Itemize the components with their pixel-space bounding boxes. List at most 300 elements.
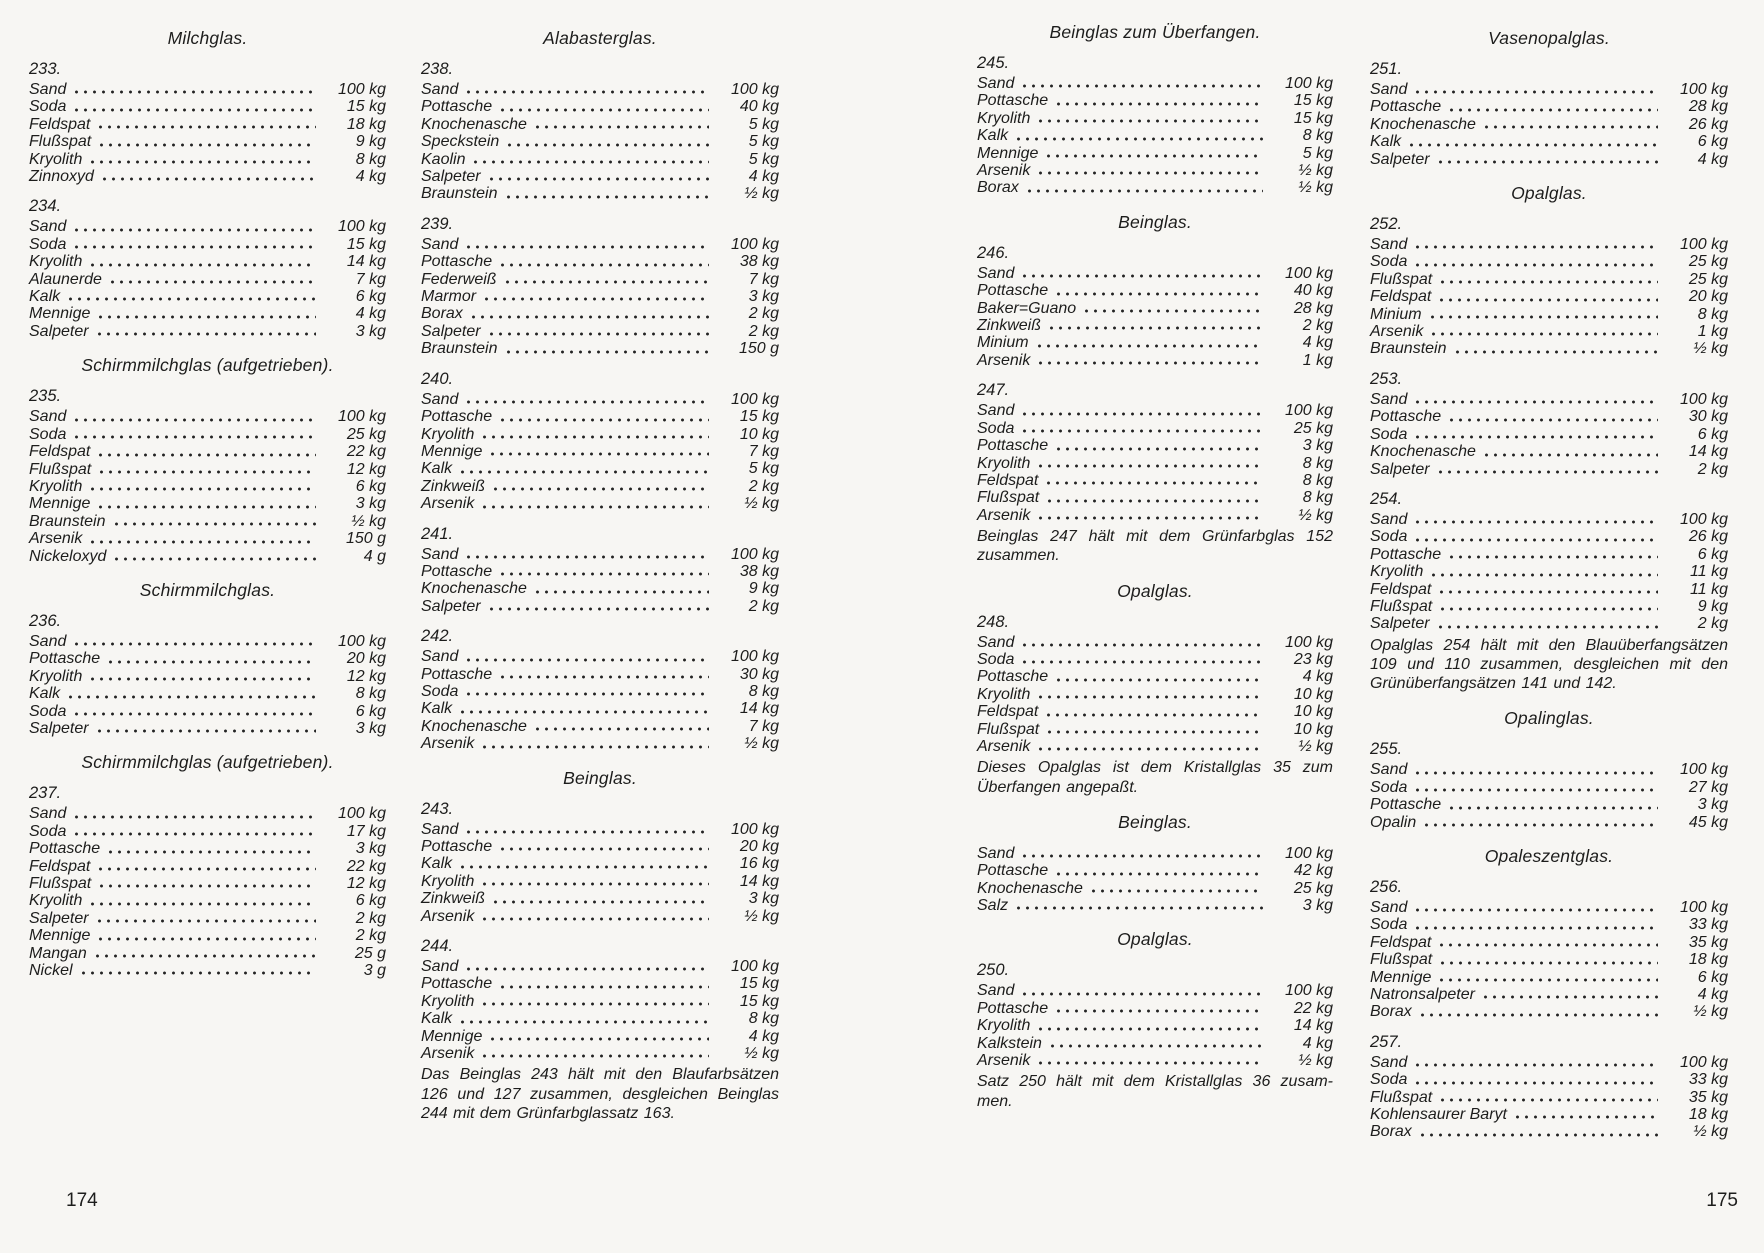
ingredient-quantity: ½ kg	[1298, 737, 1333, 755]
ingredient-quantity: 2 kg	[748, 322, 779, 340]
dot-leader	[1416, 435, 1658, 440]
ingredient-quantity: 14 kg	[739, 872, 779, 890]
recipe-number: 237.	[29, 784, 62, 803]
ingredient-name: Zinnoxyd	[29, 168, 94, 186]
ingredient-name: Sand	[977, 75, 1015, 92]
ingredient-name: Sand	[1370, 390, 1408, 408]
ingredient-quantity: 40 kg	[1293, 282, 1333, 300]
ingredient-quantity: ½ kg	[744, 735, 779, 753]
ingredient-name: Federweiß	[421, 270, 497, 288]
ingredient-name: Soda	[29, 822, 67, 840]
ingredient-row	[1370, 340, 1728, 357]
ingredient-row	[1370, 779, 1728, 796]
ingredient-quantity: 100 kg	[1284, 844, 1333, 862]
dot-leader	[1085, 309, 1263, 314]
ingredient-name: Flußspat	[1370, 1088, 1433, 1106]
ingredient-row	[977, 110, 1333, 127]
dot-leader	[1440, 978, 1658, 983]
recipe-number: 241.	[421, 524, 454, 543]
ingredient-quantity: 15 kg	[346, 98, 386, 116]
ingredient-quantity: 18 kg	[1688, 951, 1728, 969]
ingredient-name: Pottasche	[1370, 408, 1442, 426]
ingredient-name: Zinkweiß	[977, 317, 1042, 335]
ingredient-name: Kryolith	[977, 109, 1031, 127]
ingredient-row	[1370, 306, 1728, 323]
ingredient-row	[1370, 546, 1728, 563]
dot-leader	[1057, 1009, 1263, 1014]
ingredient-row	[977, 1017, 1333, 1034]
ingredient-row	[977, 75, 1333, 92]
dot-leader	[1023, 660, 1263, 665]
ingredient-name: Soda	[977, 650, 1015, 668]
ingredient-row	[977, 651, 1333, 668]
section-heading: Beinglas.	[563, 767, 637, 788]
note-line: Opalglas 254 hält mit den Blauüberfangsätzen	[1370, 636, 1728, 654]
ingredient-row	[977, 1035, 1333, 1052]
recipe-number: 248.	[977, 612, 1010, 631]
ingredient-quantity: 2 kg	[748, 477, 779, 495]
ingredient-row	[977, 352, 1333, 369]
note-line: Satz 250 hält mit dem Kristallglas 36 zusam-	[977, 1073, 1333, 1091]
dot-leader	[1410, 143, 1658, 148]
ingredient-quantity: 2 kg	[1697, 615, 1728, 633]
ingredient-name: Salpeter	[29, 719, 89, 737]
recipe-number: 239.	[421, 214, 454, 233]
ingredient-quantity: 15 kg	[1293, 92, 1333, 110]
ingredient-name: Mennige	[29, 927, 91, 945]
ingredient-name: Kalk	[977, 127, 1009, 145]
recipe	[1370, 879, 1728, 1021]
ingredient-name: Salpeter	[421, 322, 481, 340]
ingredient-row	[977, 162, 1333, 179]
ingredient-name: Kalk	[421, 700, 453, 718]
ingredient-quantity: 100 kg	[1284, 75, 1333, 92]
ingredient-quantity: 6 kg	[1697, 425, 1728, 443]
ingredient-name: Pottasche	[421, 562, 493, 580]
note-line: zusammen.	[977, 547, 1060, 565]
ingredient-quantity: 14 kg	[739, 700, 779, 718]
recipe-number: 244.	[421, 937, 454, 956]
recipe	[1370, 491, 1728, 633]
ingredient-quantity: 3 kg	[1302, 897, 1333, 914]
recipe-note	[977, 1072, 1333, 1110]
ingredient-quantity: 4 kg	[748, 1027, 779, 1045]
ingredient-quantity: 18 kg	[346, 115, 386, 133]
section-heading: Opalglas.	[1117, 929, 1193, 950]
ingredient-quantity: 100 kg	[1679, 390, 1728, 408]
note-line: 244 mit dem Grünfarbglassatz 163.	[421, 1104, 675, 1122]
ingredient-name: Knochenasche	[1370, 115, 1476, 133]
ingredient-quantity: ½ kg	[744, 185, 779, 203]
ingredient-name: Minium	[1370, 305, 1422, 323]
ingredient-name: Kryolith	[29, 477, 83, 495]
dot-leader	[1039, 464, 1263, 469]
section-heading: Milchglas.	[167, 28, 248, 48]
ingredient-quantity: 5 kg	[1302, 144, 1333, 162]
ingredient-quantity: 100 kg	[730, 235, 779, 253]
ingredient-quantity: 3 kg	[748, 890, 779, 908]
ingredient-name: Sand	[421, 235, 459, 253]
ingredient-name: Sand	[1370, 81, 1408, 98]
ingredient-name: Sand	[977, 402, 1015, 420]
ingredient-quantity: 100 kg	[1679, 1053, 1728, 1071]
dot-leader	[1039, 171, 1263, 176]
ingredient-row	[1370, 426, 1728, 443]
dot-leader	[1439, 160, 1658, 165]
ingredient-name: Arsenik	[421, 735, 475, 753]
ingredient-quantity: 45 kg	[1688, 813, 1728, 831]
ingredient-quantity: 5 kg	[748, 133, 779, 151]
dot-leader	[1441, 607, 1658, 612]
dot-leader	[1416, 520, 1658, 525]
ingredient-name: Kalk	[29, 685, 61, 703]
section-heading: Beinglas.	[1118, 811, 1192, 832]
ingredient-row	[1370, 98, 1728, 115]
ingredient-quantity: 8 kg	[1302, 471, 1333, 489]
ingredient-row	[977, 845, 1333, 862]
ingredient-quantity: 3 kg	[748, 288, 779, 306]
ingredient-row	[1370, 408, 1728, 425]
ingredient-row	[977, 1000, 1333, 1017]
ingredient-name: Mennige	[421, 442, 483, 460]
dot-leader	[1057, 102, 1263, 107]
ingredient-name: Feldspat	[29, 857, 91, 875]
ingredient-quantity: 10 kg	[1293, 685, 1333, 703]
section-heading: Vasenopalglas.	[1488, 28, 1610, 48]
dot-leader	[1450, 555, 1658, 560]
ingredient-quantity: 12 kg	[346, 667, 386, 685]
ingredient-quantity: 12 kg	[346, 875, 386, 892]
recipe-number: 253.	[1370, 369, 1403, 388]
dot-leader	[1485, 453, 1658, 458]
ingredient-quantity: 4 kg	[1697, 986, 1728, 1004]
ingredient-quantity: 100 kg	[1284, 982, 1333, 1000]
ingredient-quantity: 100 kg	[1679, 761, 1728, 779]
ingredient-row	[1370, 916, 1728, 933]
ingredient-quantity: 1 kg	[1302, 351, 1333, 369]
dot-leader	[1450, 806, 1658, 811]
ingredient-name: Pottasche	[977, 668, 1049, 686]
ingredient-quantity: 20 kg	[1688, 288, 1728, 306]
recipe-number: 238.	[421, 60, 454, 78]
ingredient-row	[1370, 761, 1728, 778]
section-heading: Beinglas.	[1118, 211, 1192, 232]
ingredient-quantity: ½ kg	[1693, 1123, 1728, 1141]
ingredient-quantity: 11 kg	[1690, 580, 1728, 598]
ingredient-quantity: 6 kg	[1697, 545, 1728, 563]
ingredient-quantity: 8 kg	[1302, 489, 1333, 507]
dot-leader	[1050, 326, 1263, 331]
dot-leader	[1421, 1013, 1658, 1018]
dot-leader	[1023, 412, 1263, 417]
ingredient-quantity: 100 kg	[337, 408, 386, 426]
ingredient-row	[977, 634, 1333, 651]
note-line: Überfangen angepaßt.	[977, 778, 1139, 796]
ingredient-quantity: 7 kg	[748, 717, 779, 735]
ingredient-name: Arsenik	[421, 907, 475, 925]
ingredient-quantity: 100 kg	[730, 648, 779, 666]
ingredient-row	[977, 437, 1333, 454]
ingredient-quantity: 26 kg	[1688, 115, 1728, 133]
ingredient-name: Nickeloxyd	[29, 547, 107, 565]
ingredient-name: Sand	[421, 648, 459, 666]
ingredient-quantity: 33 kg	[1688, 1071, 1728, 1089]
ingredient-name: Sand	[977, 633, 1015, 651]
ingredient-quantity: 35 kg	[1688, 1088, 1728, 1106]
recipe-number: 254.	[1370, 489, 1403, 508]
recipe-number: 252.	[1370, 215, 1403, 234]
ingredient-name: Kaolin	[421, 150, 466, 168]
ingredient-quantity: 3 kg	[1302, 437, 1333, 455]
ingredient-name: Braunstein	[1370, 340, 1447, 358]
ingredient-row	[1370, 443, 1728, 460]
recipe	[977, 55, 1333, 197]
ingredient-row	[1370, 951, 1728, 968]
ingredient-quantity: 100 kg	[1679, 898, 1728, 916]
dot-leader	[1485, 125, 1658, 130]
dot-leader	[1092, 889, 1263, 894]
ingredient-row	[1370, 598, 1728, 615]
ingredient-name: Knochenasche	[421, 580, 527, 598]
ingredient-quantity: 8 kg	[748, 682, 779, 700]
section-heading: Opalinglas.	[1504, 708, 1594, 729]
ingredient-row	[977, 300, 1333, 317]
ingredient-name: Feldspat	[977, 703, 1039, 721]
ingredient-row	[1370, 271, 1728, 288]
ingredient-quantity: 28 kg	[1293, 299, 1333, 317]
dot-leader	[1439, 625, 1658, 630]
dot-leader	[1425, 823, 1658, 828]
dot-leader	[1017, 906, 1263, 911]
ingredient-row	[1370, 133, 1728, 150]
ingredient-name: Pottasche	[977, 999, 1049, 1017]
ingredient-quantity: ½ kg	[1298, 162, 1333, 180]
ingredient-name: Mennige	[977, 144, 1039, 162]
ingredient-quantity: 27 kg	[1688, 778, 1728, 796]
dot-leader	[1416, 90, 1658, 95]
ingredient-row	[1370, 151, 1728, 168]
ingredient-row	[1370, 253, 1728, 270]
dot-leader	[1441, 1098, 1658, 1103]
ingredient-row	[977, 507, 1333, 524]
ingredient-quantity: 9 kg	[748, 580, 779, 598]
ingredient-quantity: 14 kg	[1688, 443, 1728, 461]
ingredient-quantity: 33 kg	[1688, 916, 1728, 934]
ingredient-quantity: 25 kg	[1293, 419, 1333, 437]
ingredient-name: Soda	[1370, 528, 1408, 546]
ingredient-name: Knochenasche	[421, 717, 527, 735]
ingredient-quantity: 22 kg	[346, 443, 386, 461]
dot-leader	[1440, 590, 1658, 595]
ingredient-quantity: 100 kg	[337, 81, 386, 98]
ingredient-quantity: 10 kg	[1293, 720, 1333, 738]
dot-leader	[1416, 926, 1658, 931]
ingredient-quantity: 100 kg	[1284, 264, 1333, 282]
ingredient-row	[1370, 899, 1728, 916]
ingredient-row	[977, 92, 1333, 109]
ingredient-name: Feldspat	[29, 443, 91, 461]
ingredient-quantity: 100 kg	[730, 958, 779, 976]
dot-leader	[1039, 695, 1263, 700]
ingredient-quantity: 150 g	[738, 340, 779, 358]
ingredient-name: Kryolith	[977, 685, 1031, 703]
ingredient-name: Borax	[977, 179, 1019, 197]
recipe	[977, 962, 1333, 1069]
ingredient-name: Natronsalpeter	[1370, 986, 1475, 1004]
ingredient-name: Salpeter	[421, 597, 481, 615]
ingredient-quantity: 25 kg	[1688, 253, 1728, 271]
ingredient-name: Pottasche	[421, 253, 493, 271]
ingredient-row	[977, 402, 1333, 419]
ingredient-quantity: 7 kg	[355, 270, 386, 288]
recipe	[1370, 1034, 1728, 1141]
dot-leader	[1039, 1061, 1263, 1066]
section-heading: Schirmmilchglas (aufgetrieben).	[81, 355, 334, 376]
ingredient-name: Kryolith	[421, 992, 475, 1010]
recipe-number: 250.	[977, 961, 1010, 980]
dot-leader	[1416, 400, 1658, 405]
ingredient-name: Braunstein	[421, 185, 498, 203]
ingredient-quantity: 3 kg	[355, 322, 386, 340]
dot-leader	[1039, 361, 1263, 366]
recipe-number: 235.	[29, 387, 62, 406]
recipe	[977, 614, 1333, 756]
ingredient-name: Pottasche	[421, 975, 493, 993]
ingredient-row	[977, 897, 1333, 914]
ingredient-quantity: 100 kg	[1679, 510, 1728, 528]
ingredient-quantity: 2 kg	[355, 927, 386, 945]
ingredient-name: Salpeter	[29, 909, 89, 927]
ingredient-quantity: 8 kg	[748, 1010, 779, 1028]
ingredient-name: Sand	[421, 958, 459, 976]
ingredient-row	[1370, 796, 1728, 813]
ingredient-quantity: 4 kg	[1302, 334, 1333, 352]
dot-leader	[1416, 1081, 1658, 1086]
ingredient-name: Sand	[977, 982, 1015, 1000]
ingredient-name: Flußspat	[977, 489, 1040, 507]
ingredient-name: Kryolith	[421, 872, 475, 890]
column-3	[977, 7, 1333, 1111]
ingredient-name: Pottasche	[977, 282, 1049, 300]
ingredient-name: Kalk	[29, 288, 61, 306]
section-heading: Beinglas zum Überfangen.	[1049, 22, 1261, 42]
ingredient-name: Kalkstein	[977, 1034, 1042, 1052]
page-number-right: 175	[1706, 1190, 1738, 1211]
ingredient-name: Arsenik	[977, 162, 1031, 180]
ingredient-row	[1370, 986, 1728, 1003]
ingredient-name: Feldspat	[977, 471, 1039, 489]
ingredient-row	[1370, 236, 1728, 253]
ingredient-quantity: ½ kg	[744, 907, 779, 925]
dot-leader	[1431, 315, 1658, 320]
ingredient-name: Sand	[29, 218, 67, 236]
ingredient-name: Kryolith	[977, 1017, 1031, 1035]
dot-leader	[1416, 263, 1658, 268]
ingredient-row	[1370, 1071, 1728, 1088]
ingredient-row	[1370, 581, 1728, 598]
section-heading: Opalglas.	[1117, 580, 1193, 601]
ingredient-quantity: 2 kg	[1697, 460, 1728, 478]
ingredient-row	[1370, 1054, 1728, 1071]
ingredient-quantity: 3 kg	[1697, 796, 1728, 814]
ingredient-quantity: 6 kg	[355, 477, 386, 495]
ingredient-name: Arsenik	[29, 530, 83, 548]
ingredient-quantity: 4 kg	[748, 168, 779, 186]
ingredient-quantity: ½ kg	[1298, 1052, 1333, 1070]
ingredient-quantity: 23 kg	[1293, 650, 1333, 668]
ingredient-name: Soda	[1370, 916, 1408, 934]
ingredient-quantity: 8 kg	[355, 685, 386, 703]
ingredient-row	[1370, 323, 1728, 340]
ingredient-name: Speckstein	[421, 133, 500, 151]
recipe-number: 234.	[29, 197, 62, 216]
ingredient-name: Pottasche	[977, 862, 1049, 880]
ingredient-name: Sand	[29, 805, 67, 823]
ingredient-quantity: 100 kg	[730, 545, 779, 563]
ingredient-quantity: 5 kg	[748, 150, 779, 168]
ingredient-quantity: 15 kg	[1293, 109, 1333, 127]
ingredient-row	[1370, 528, 1728, 545]
ingredient-quantity: 7 kg	[748, 270, 779, 288]
ingredient-name: Kryolith	[29, 892, 83, 910]
ingredient-name: Soda	[29, 98, 67, 116]
dot-leader	[1416, 771, 1658, 776]
ingredient-quantity: 5 kg	[748, 460, 779, 478]
ingredient-name: Pottasche	[29, 650, 101, 668]
ingredient-name: Soda	[29, 702, 67, 720]
ingredient-row	[1370, 1003, 1728, 1020]
ingredient-row	[1370, 563, 1728, 580]
page-number-left: 174	[66, 1190, 98, 1211]
ingredient-name: Mennige	[1370, 968, 1432, 986]
ingredient-name: Braunstein	[29, 512, 106, 530]
ingredient-name: Arsenik	[421, 495, 475, 513]
ingredient-name: Soda	[1370, 425, 1408, 443]
ingredient-quantity: 35 kg	[1688, 933, 1728, 951]
ingredient-name: Kalk	[421, 855, 453, 873]
ingredient-quantity: 100 kg	[1679, 236, 1728, 254]
dot-leader	[1516, 1115, 1658, 1120]
dot-leader	[1047, 154, 1263, 159]
recipe-number: 256.	[1370, 877, 1403, 896]
ingredient-name: Soda	[977, 419, 1015, 437]
recipe	[977, 245, 1333, 369]
ingredient-quantity: 25 kg	[1293, 879, 1333, 897]
dot-leader	[1416, 1063, 1658, 1068]
section-heading: Alabasterglas.	[543, 28, 657, 48]
ingredient-row	[1370, 511, 1728, 528]
ingredient-quantity: 38 kg	[739, 562, 779, 580]
ingredient-quantity: ½ kg	[1693, 1003, 1728, 1021]
dot-leader	[1039, 119, 1263, 124]
ingredient-name: Sand	[29, 408, 67, 426]
ingredient-quantity: 22 kg	[346, 857, 386, 875]
recipe-number: 240.	[421, 369, 454, 388]
ingredient-name: Kohlensaurer Baryt	[1370, 1106, 1507, 1124]
dot-leader	[1039, 516, 1263, 521]
dot-leader	[1023, 274, 1263, 279]
ingredient-name: Mangan	[29, 944, 87, 962]
ingredient-row	[977, 1052, 1333, 1069]
dot-leader	[1421, 1133, 1658, 1138]
dot-leader	[1439, 470, 1658, 475]
ingredient-quantity: 15 kg	[739, 408, 779, 426]
ingredient-quantity: ½ kg	[744, 495, 779, 513]
note-line: Das Beinglas 243 hält mit den Blaufarbsätzen	[421, 1066, 779, 1084]
ingredient-quantity: 30 kg	[739, 665, 779, 683]
ingredient-name: Pottasche	[421, 408, 493, 426]
ingredient-quantity: 15 kg	[346, 235, 386, 253]
